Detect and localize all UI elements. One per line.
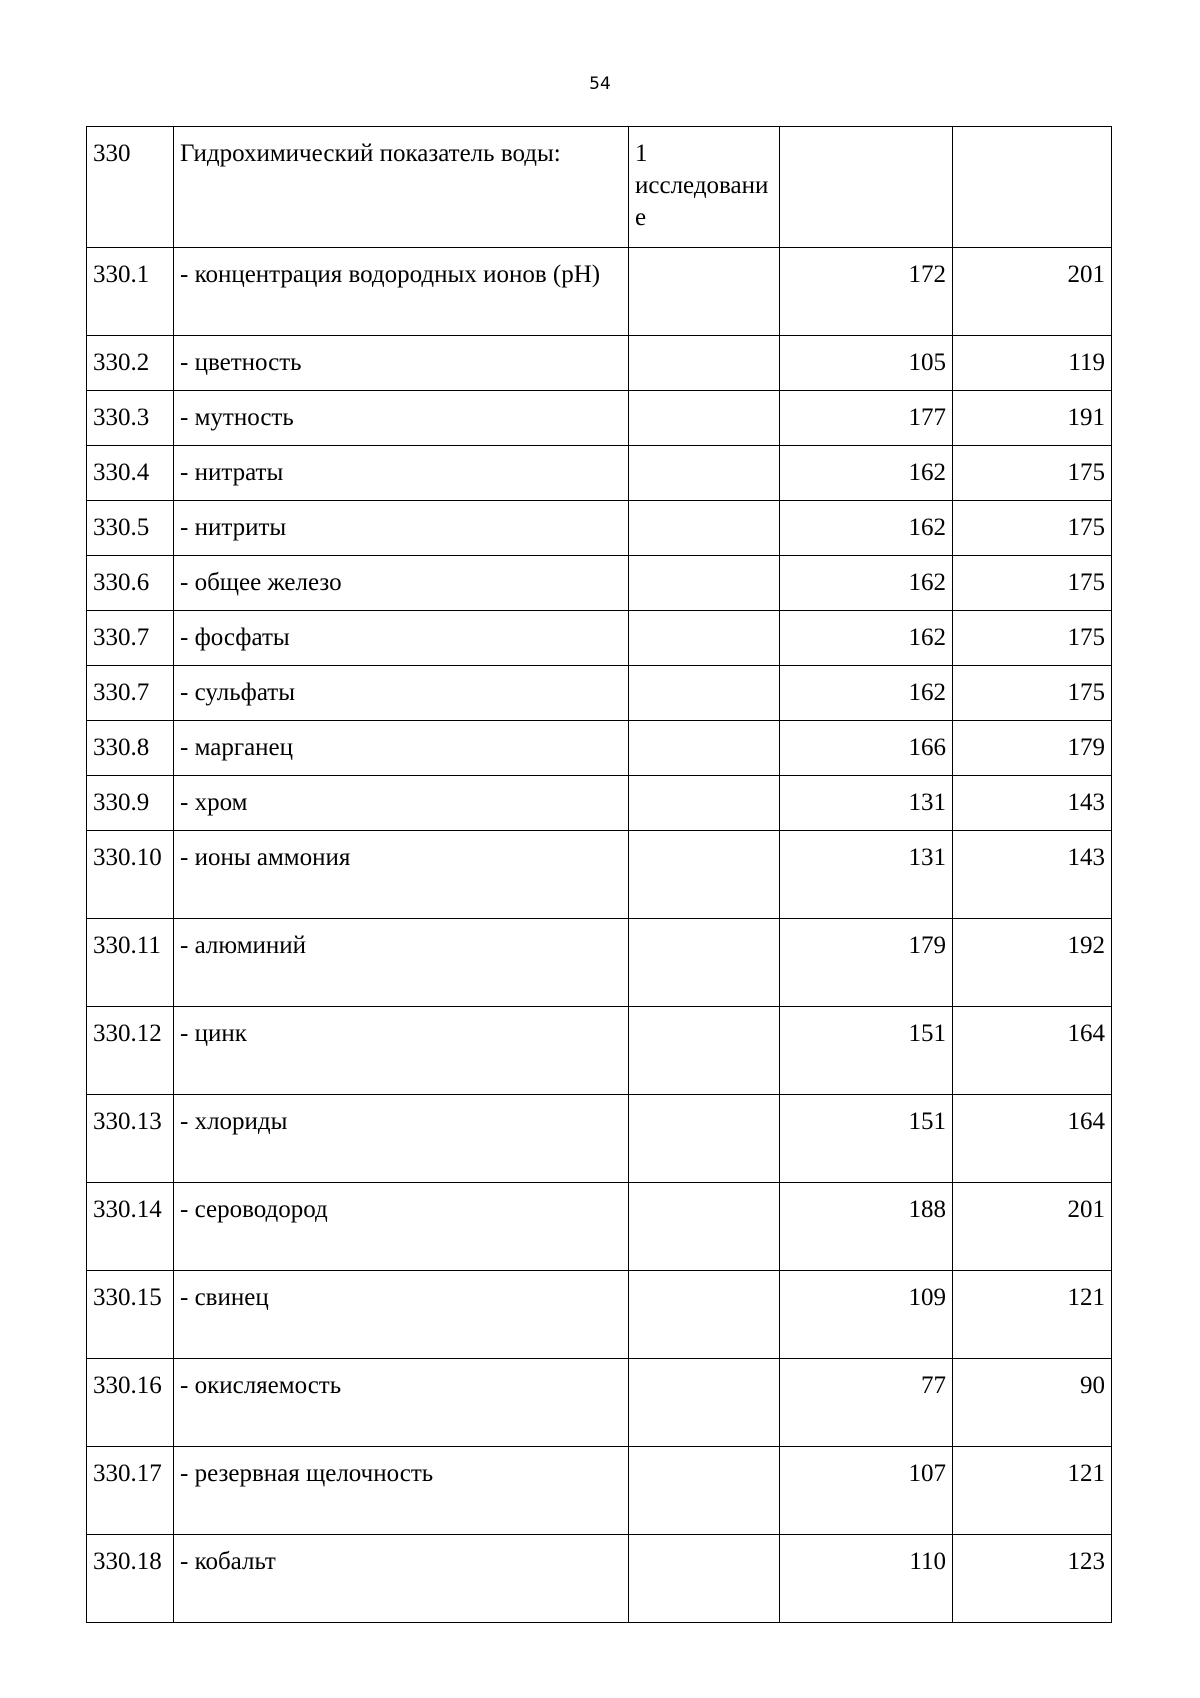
cell-name: - ионы аммония [174, 831, 629, 919]
cell-price-2: 201 [953, 248, 1112, 336]
cell-price-1: 162 [780, 501, 953, 556]
cell-unit [629, 1095, 780, 1183]
table-row [87, 666, 1112, 721]
table-row [87, 721, 1112, 776]
cell-price-1: 188 [780, 1183, 953, 1271]
cell-unit [629, 919, 780, 1007]
cell-price-1: 162 [780, 611, 953, 666]
table-row [87, 248, 1112, 336]
cell-name: - фосфаты [174, 611, 629, 666]
cell-code: 330.13 [87, 1095, 174, 1183]
cell-price-1: 179 [780, 919, 953, 1007]
cell-unit [629, 666, 780, 721]
cell-price-1: 131 [780, 831, 953, 919]
cell-price-1: 105 [780, 336, 953, 391]
cell-unit [629, 1271, 780, 1359]
cell-name: - хром [174, 776, 629, 831]
cell-code: 330.6 [87, 556, 174, 611]
cell-code: 330.7 [87, 611, 174, 666]
cell-code: 330.1 [87, 248, 174, 336]
cell-name: - мутность [174, 391, 629, 446]
table-row [87, 1359, 1112, 1447]
table-row [87, 336, 1112, 391]
cell-name: - сульфаты [174, 666, 629, 721]
cell-code: 330.14 [87, 1183, 174, 1271]
cell-name: - хлориды [174, 1095, 629, 1183]
cell-price-1: 110 [780, 1535, 953, 1623]
cell-name: - нитраты [174, 446, 629, 501]
cell-unit [629, 391, 780, 446]
cell-name: - цветность [174, 336, 629, 391]
cell-price-2: 143 [953, 831, 1112, 919]
cell-price-2: 179 [953, 721, 1112, 776]
cell-price-2: 175 [953, 666, 1112, 721]
cell-name: - кобальт [174, 1535, 629, 1623]
cell-unit [629, 721, 780, 776]
cell-price-1: 109 [780, 1271, 953, 1359]
cell-code: 330.18 [87, 1535, 174, 1623]
cell-code: 330.15 [87, 1271, 174, 1359]
table-row [87, 391, 1112, 446]
cell-code: 330.12 [87, 1007, 174, 1095]
cell-unit [629, 1007, 780, 1095]
cell-code: 330.10 [87, 831, 174, 919]
cell-price-2: 121 [953, 1271, 1112, 1359]
cell-code: 330 [87, 127, 174, 248]
cell-name: - алюминий [174, 919, 629, 1007]
cell-price-1: 172 [780, 248, 953, 336]
cell-name: Гидрохимический показатель воды: [174, 127, 629, 248]
cell-price-1: 162 [780, 666, 953, 721]
cell-unit [629, 446, 780, 501]
cell-price-2: 90 [953, 1359, 1112, 1447]
cell-code: 330.17 [87, 1447, 174, 1535]
cell-price-1: 151 [780, 1095, 953, 1183]
cell-code: 330.4 [87, 446, 174, 501]
table-row [87, 556, 1112, 611]
cell-code: 330.7 [87, 666, 174, 721]
cell-unit [629, 556, 780, 611]
cell-price-1: 166 [780, 721, 953, 776]
cell-price-2: 192 [953, 919, 1112, 1007]
cell-name: - свинец [174, 1271, 629, 1359]
table-row [87, 1095, 1112, 1183]
cell-price-2: 191 [953, 391, 1112, 446]
cell-code: 330.3 [87, 391, 174, 446]
cell-code: 330.8 [87, 721, 174, 776]
table-row [87, 501, 1112, 556]
cell-name: - резервная щелочность [174, 1447, 629, 1535]
table-row [87, 1447, 1112, 1535]
cell-code: 330.11 [87, 919, 174, 1007]
cell-code: 330.2 [87, 336, 174, 391]
cell-unit [629, 248, 780, 336]
price-table [86, 126, 1112, 1623]
cell-price-1: 162 [780, 446, 953, 501]
table-row [87, 776, 1112, 831]
cell-name: - нитриты [174, 501, 629, 556]
cell-price-2: 164 [953, 1007, 1112, 1095]
cell-price-2: 175 [953, 446, 1112, 501]
table-row [87, 919, 1112, 1007]
cell-price-1: 162 [780, 556, 953, 611]
cell-name: - марганец [174, 721, 629, 776]
cell-name: - окисляемость [174, 1359, 629, 1447]
cell-name: - сероводород [174, 1183, 629, 1271]
cell-price-2: 164 [953, 1095, 1112, 1183]
page-number: 54 [589, 74, 611, 94]
cell-price-2 [953, 127, 1112, 248]
cell-price-2: 143 [953, 776, 1112, 831]
table-row [87, 1007, 1112, 1095]
table-row [87, 1271, 1112, 1359]
cell-unit [629, 1183, 780, 1271]
cell-price-1 [780, 127, 953, 248]
cell-code: 330.5 [87, 501, 174, 556]
table-row-header [87, 127, 1112, 248]
table-row [87, 446, 1112, 501]
cell-unit [629, 336, 780, 391]
cell-price-1: 77 [780, 1359, 953, 1447]
cell-price-1: 131 [780, 776, 953, 831]
cell-unit [629, 831, 780, 919]
cell-name: - цинк [174, 1007, 629, 1095]
cell-price-2: 119 [953, 336, 1112, 391]
cell-name: - общее железо [174, 556, 629, 611]
cell-price-2: 121 [953, 1447, 1112, 1535]
cell-price-2: 201 [953, 1183, 1112, 1271]
cell-unit [629, 1535, 780, 1623]
cell-price-2: 175 [953, 556, 1112, 611]
table-row [87, 831, 1112, 919]
cell-unit [629, 1447, 780, 1535]
cell-price-2: 175 [953, 611, 1112, 666]
cell-unit: 1 исследование [629, 127, 780, 248]
cell-price-2: 175 [953, 501, 1112, 556]
cell-unit [629, 611, 780, 666]
cell-code: 330.16 [87, 1359, 174, 1447]
cell-unit [629, 1359, 780, 1447]
table-row [87, 1183, 1112, 1271]
table-row [87, 611, 1112, 666]
cell-unit [629, 776, 780, 831]
cell-unit [629, 501, 780, 556]
cell-code: 330.9 [87, 776, 174, 831]
table-row [87, 1535, 1112, 1623]
cell-price-1: 177 [780, 391, 953, 446]
cell-price-1: 107 [780, 1447, 953, 1535]
cell-name: - концентрация водородных ионов (pH) [174, 248, 629, 336]
cell-price-1: 151 [780, 1007, 953, 1095]
cell-price-2: 123 [953, 1535, 1112, 1623]
